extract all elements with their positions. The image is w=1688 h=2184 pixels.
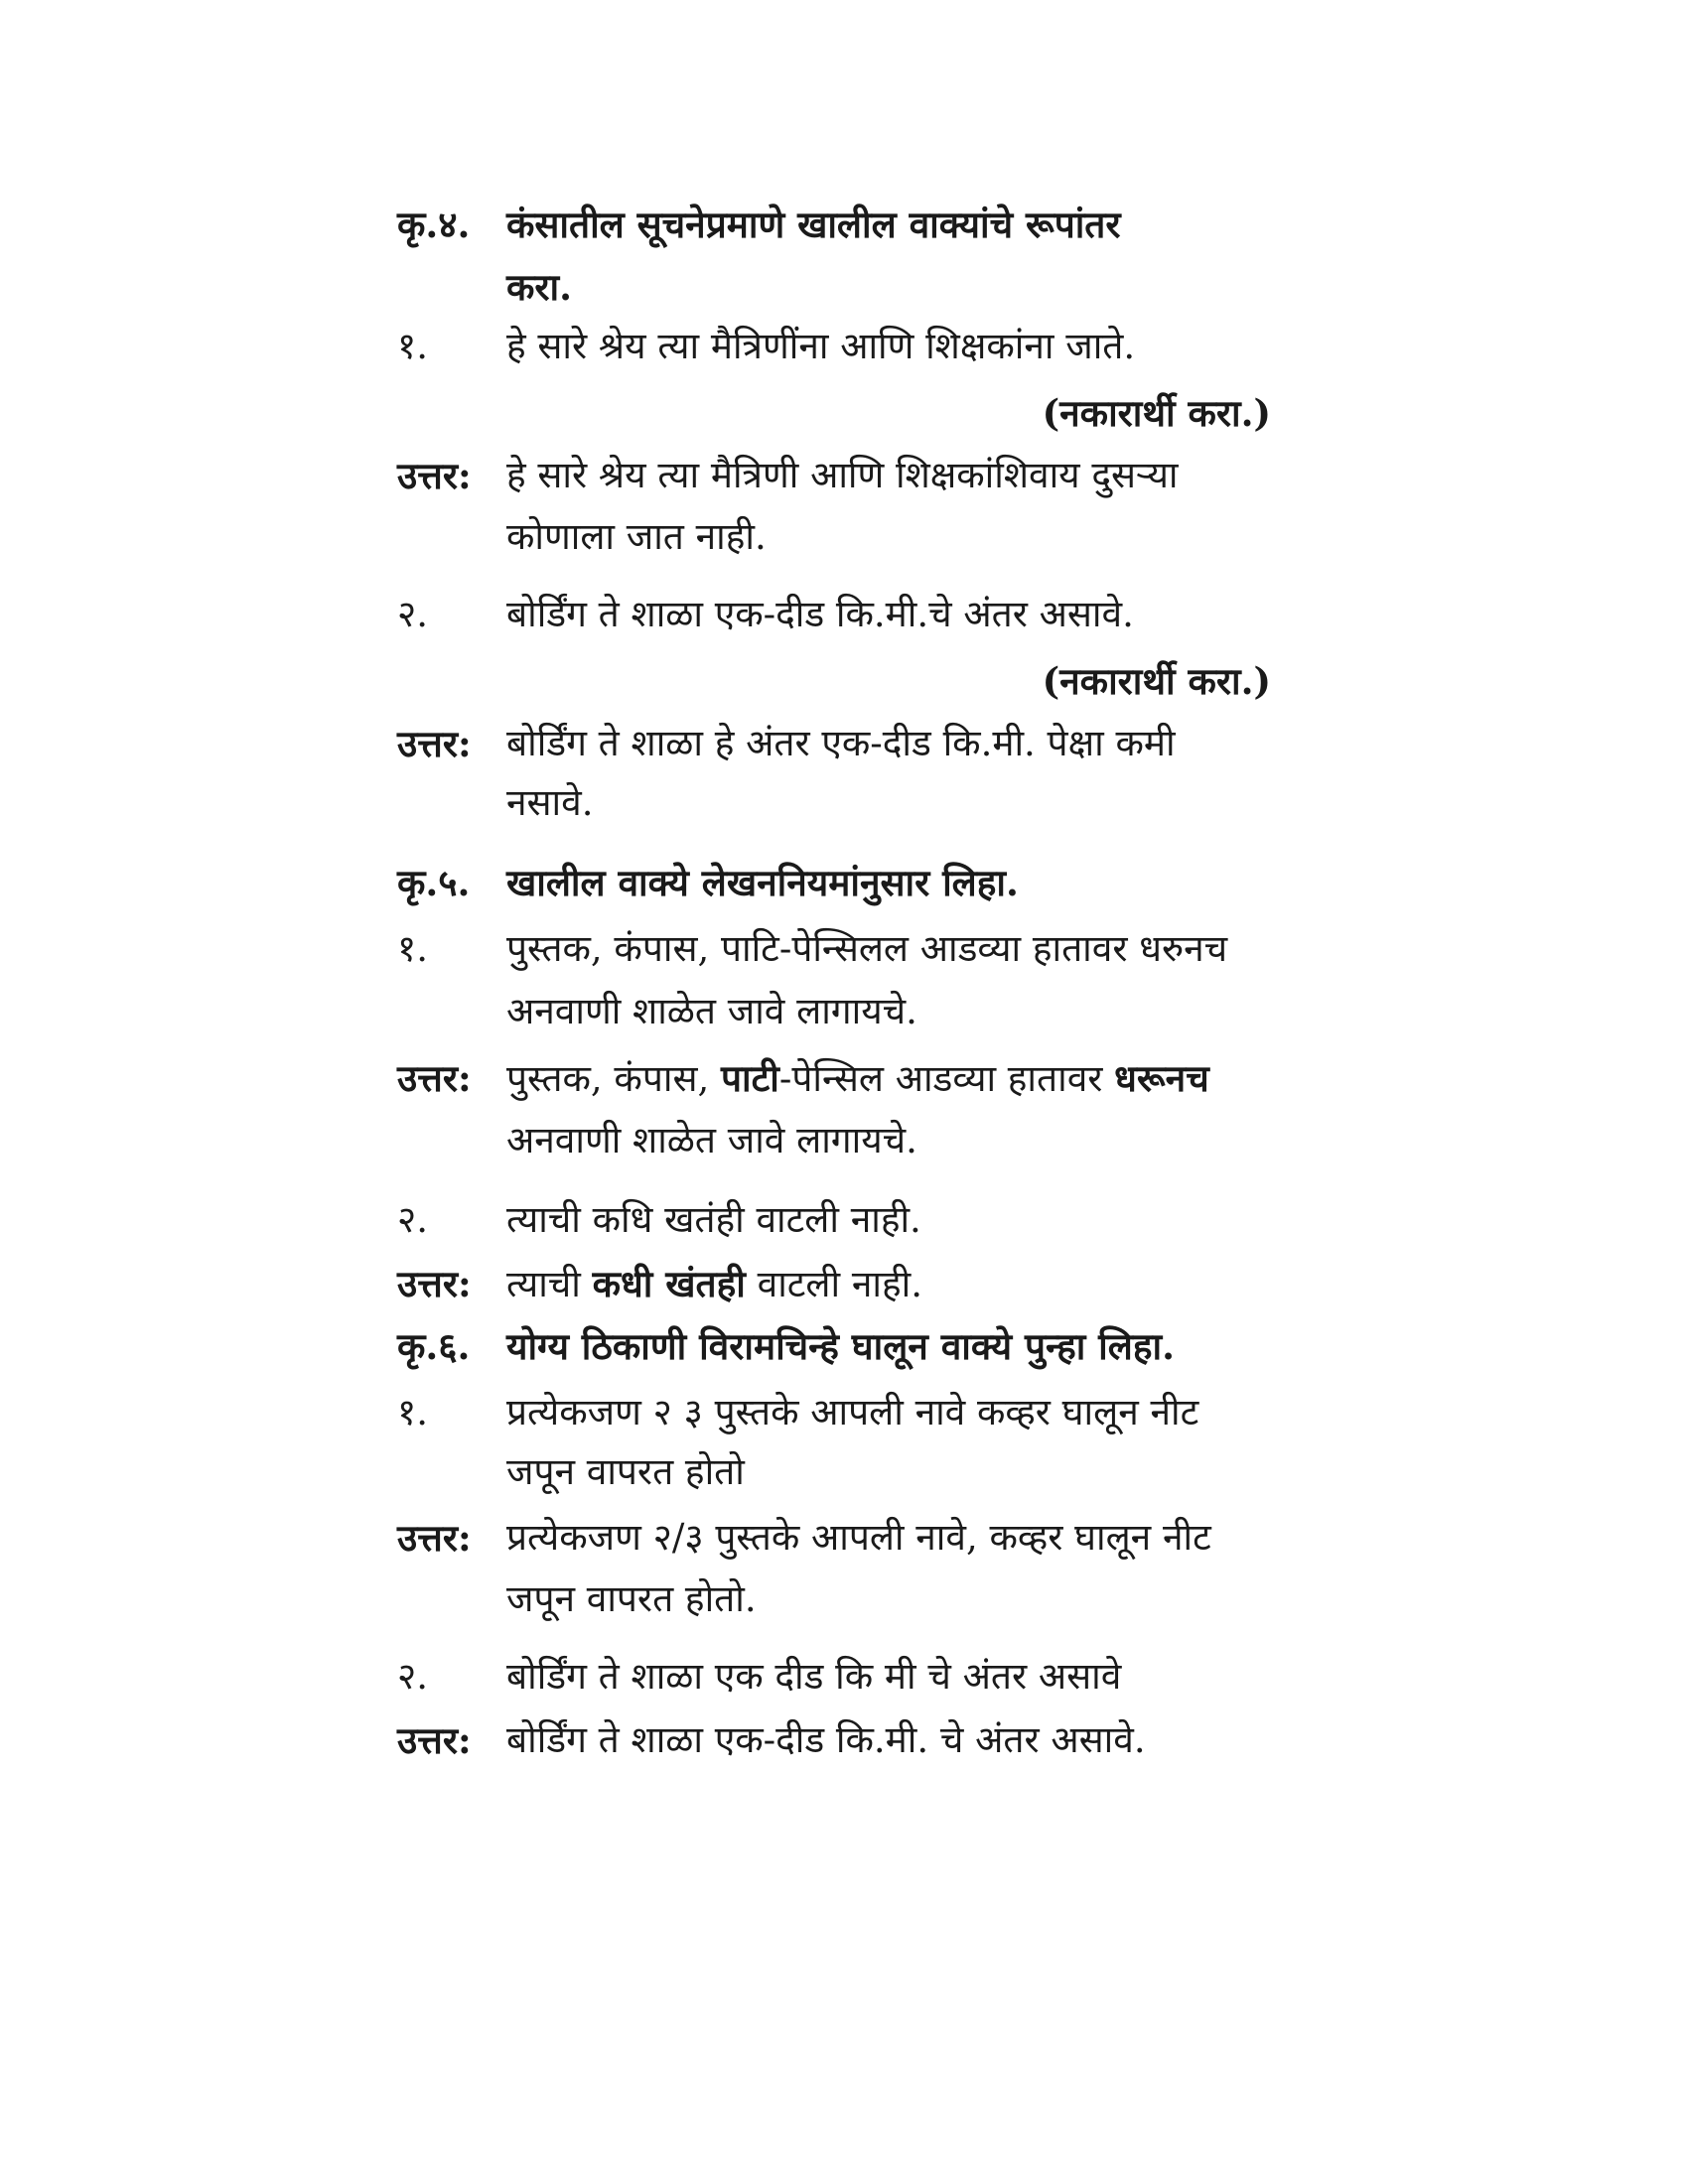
q6-item2-answer-label: उत्तर: — [397, 1718, 472, 1762]
q5-item1-a-part2: -पेन्सिल आडव्या हातावर — [778, 1057, 1115, 1100]
q6-label: कृ.६. — [397, 1324, 471, 1368]
q4-item1-answer-label: उत्तर: — [397, 454, 472, 497]
q4-item1-instruction: (नकारार्थी करा.) — [1042, 391, 1271, 435]
q6-item1-question — [397, 1382, 1271, 1443]
q6-item2-answer — [397, 1709, 1271, 1771]
q4-item2-question-text: बोर्डिंग ते शाळा एक-दीड कि.मी.चे अंतर असावे. — [506, 593, 1134, 635]
q4-item1-question — [397, 316, 1271, 377]
q5-item2-a-part1: त्याची — [506, 1263, 593, 1305]
q6-item1-q-line2: जपून वापरत होतो — [506, 1450, 745, 1493]
q5-item1-answer-label: उत्तर: — [397, 1056, 472, 1100]
q6-item2-answer-text: बोर्डिंग ते शाळा एक-दीड कि.मी. चे अंतर असावे. — [506, 1718, 1146, 1761]
q6-heading — [397, 1315, 1271, 1377]
q4-item2-answer-label: उत्तर: — [397, 722, 472, 765]
q4-item2-answer-line1: बोर्डिंग ते शाळा हे अंतर एक-दीड कि.मी. पेक्षा कमी — [506, 722, 1176, 764]
q6-item1-answer-label: उत्तर: — [397, 1516, 472, 1560]
q5-item2-answer — [397, 1253, 1271, 1315]
q5-item1-a-line2: अनवाणी शाळेत जावे लागायचे. — [506, 1119, 917, 1161]
q6-item2-num: २. — [397, 1655, 429, 1698]
q5-item1-num: १. — [397, 927, 429, 970]
q4-item2-answer — [397, 713, 1271, 774]
q6-item1-a-line1: प्रत्येकजण २/३ पुस्तके आपली नावे, कव्हर घालून नीट — [506, 1516, 1211, 1559]
q5-item2-question — [397, 1189, 1271, 1251]
q5-item2-num: २. — [397, 1198, 429, 1241]
q5-item2-answer-label: उत्तर: — [397, 1262, 472, 1305]
q4-item2-instruction: (नकारार्थी करा.) — [1042, 659, 1271, 703]
q5-item2-a-bold1: कधी खंतही — [592, 1262, 746, 1305]
q4-item1-question-text: हे सारे श्रेय त्या मैत्रिणींना आणि शिक्षकांना जाते. — [506, 325, 1136, 367]
q6-item1-num: १. — [397, 1391, 429, 1433]
q5-heading — [397, 852, 1271, 913]
q5-item2-question-text: त्याची कधि खतंही वाटली नाही. — [506, 1198, 921, 1241]
q4-heading-line1: कंसातील सूचनेप्रमाणे खालील वाक्यांचे रूपांतर — [506, 203, 1121, 246]
q4-item2-question — [397, 584, 1271, 645]
q6-item2-question-text: बोर्डिंग ते शाळा एक दीड कि मी चे अंतर असावे — [506, 1655, 1122, 1698]
q6-item1-a-line2: जपून वापरत होतो. — [506, 1577, 757, 1620]
q6-item1-answer — [397, 1507, 1271, 1569]
q4-heading — [397, 194, 1271, 255]
q5-heading-text: खालील वाक्ये लेखननियमांनुसार लिहा. — [506, 861, 1019, 904]
q4-item1-answer — [397, 445, 1271, 506]
q6-item2-question — [397, 1646, 1271, 1707]
q4-item2-answer-line2: नसावे. — [506, 781, 594, 824]
q4-heading-line2: करा. — [506, 265, 573, 309]
q6-item1-q-line1: प्रत्येकजण २ ३ पुस्तके आपली नावे कव्हर घालून नीट — [506, 1391, 1199, 1433]
q5-item1-a-part1: पुस्तक, कंपास, — [506, 1057, 721, 1100]
q5-item1-answer — [397, 1047, 1271, 1110]
q4-item1-answer-line1: हे सारे श्रेय त्या मैत्रिणी आणि शिक्षकांशिवाय दुसऱ्या — [506, 454, 1179, 496]
q6-heading-text: योग्य ठिकाणी विरामचिन्हे घालून वाक्ये पुन्हा लिहा. — [506, 1324, 1175, 1368]
q4-item2-num: २. — [397, 593, 429, 635]
q5-item1-a-bold1: पाटी — [721, 1056, 779, 1100]
q4-item1-answer-line2: कोणाला जात नाही. — [506, 515, 767, 558]
q5-item1-a-bold2: धरूनच — [1114, 1056, 1209, 1100]
q5-item1-question — [397, 918, 1271, 980]
q5-item1-q-line2: अनवाणी शाळेत जावे लागायचे. — [506, 990, 917, 1032]
q5-label: कृ.५. — [397, 861, 471, 904]
q4-item1-num: १. — [397, 325, 429, 367]
q4-label: कृ.४. — [397, 203, 471, 246]
q5-item1-q-line1: पुस्तक, कंपास, पाटि-पेन्सिलल आडव्या हातावर धरुनच — [506, 927, 1228, 970]
q5-item2-a-part2: वाटली नाही. — [745, 1263, 922, 1305]
